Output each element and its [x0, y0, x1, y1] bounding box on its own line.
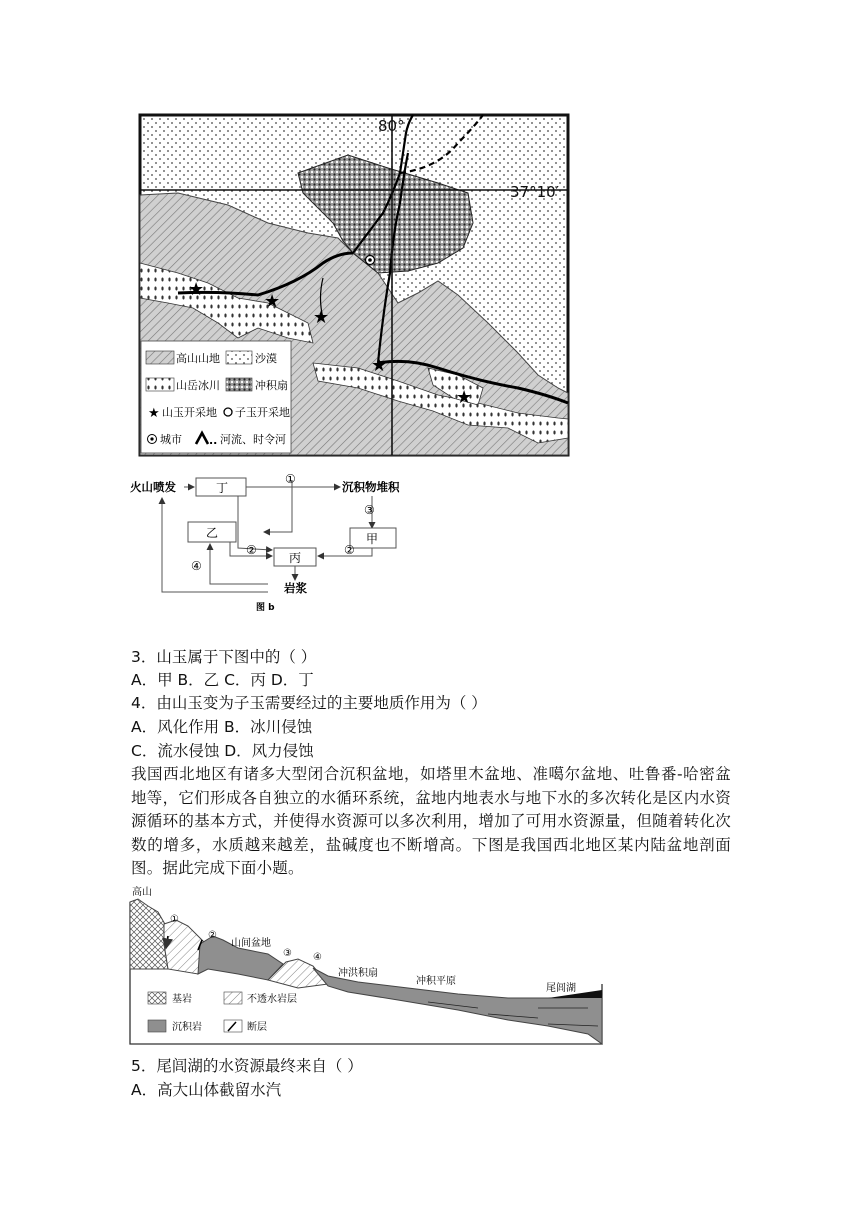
jade-map-figure — [138, 113, 570, 457]
question-4: 4．由山玉变为子玉需要经过的主要地质作用为（ ） — [131, 694, 487, 712]
legend-mountain-jade: 山玉开采地 — [162, 406, 217, 419]
cycle-n4: ④ — [191, 559, 202, 573]
profile-high-mountain: 高山 — [132, 887, 152, 898]
cycle-n3: ③ — [364, 503, 375, 517]
legend-glacier: 山岳冰川 — [176, 379, 220, 392]
legend-high-mountain: 高山山地 — [176, 352, 220, 365]
profile-legend-sedimentary: 沉积岩 — [172, 1022, 202, 1033]
cycle-n1: ① — [285, 472, 296, 486]
cycle-volcano: 火山喷发 — [130, 480, 176, 494]
svg-text:★: ★ — [456, 387, 473, 408]
svg-text:★: ★ — [188, 279, 205, 300]
cycle-ding: 丁 — [216, 481, 229, 495]
profile-alluvial-fan: 冲洪积扇 — [338, 968, 378, 979]
profile-n1: ① — [170, 914, 179, 925]
legend-city: 城市 — [160, 433, 182, 446]
legend-alluvial-fan: 冲积扇 — [255, 379, 288, 392]
map-lon-label: 80° — [378, 117, 405, 135]
svg-text:..: .. — [209, 434, 218, 447]
question-3-options: A．甲 B．乙 C．丙 D．丁 — [131, 671, 314, 689]
legend-river: 河流、时令河 — [220, 433, 286, 446]
legend-river-jade: 子玉开采地 — [235, 406, 290, 419]
question-5: 5．尾闾湖的水资源最终来自（ ） — [131, 1057, 363, 1075]
profile-terminal-lake: 尾闾湖 — [546, 983, 576, 994]
cycle-caption: 图 b — [256, 603, 275, 613]
map-lat-label: 37°10′ — [510, 183, 560, 201]
question-4-options-ab: A．风化作用 B．冰川侵蚀 — [131, 718, 313, 736]
profile-n2: ② — [208, 930, 217, 941]
profile-legend-impermeable: 不透水岩层 — [247, 994, 297, 1005]
profile-n4: ④ — [313, 952, 322, 963]
profile-n3: ③ — [283, 948, 292, 959]
svg-text:★: ★ — [264, 291, 281, 312]
cycle-n2b: ② — [344, 543, 355, 557]
legend-desert: 沙漠 — [255, 352, 277, 365]
ring-icon — [224, 408, 232, 416]
basin-profile-figure — [128, 884, 604, 1046]
cycle-magma: 岩浆 — [284, 581, 307, 595]
svg-text:★: ★ — [313, 307, 330, 328]
question-5-option-a: A．高大山体截留水汽 — [131, 1081, 282, 1099]
cycle-jia: 甲 — [366, 532, 379, 546]
profile-legend-bedrock: 基岩 — [172, 994, 192, 1005]
profile-alluvial-plain: 冲积平原 — [416, 976, 456, 987]
rock-cycle-figure — [128, 470, 428, 616]
question-3: 3．山玉属于下图中的（ ） — [131, 648, 317, 666]
svg-text:★: ★ — [371, 355, 388, 376]
profile-intermontane-basin: 山间盆地 — [231, 938, 271, 949]
cycle-yi: 乙 — [206, 526, 219, 540]
star-icon: ★ — [148, 406, 160, 421]
cycle-n2a: ② — [246, 543, 257, 557]
cycle-bing: 丙 — [289, 551, 302, 565]
question-4-options-cd: C．流水侵蚀 D．风力侵蚀 — [131, 742, 314, 760]
cycle-deposit: 沉积物堆积 — [342, 480, 400, 494]
passage-text: 我国西北地区有诸多大型闭合沉积盆地，如塔里木盆地、准噶尔盆地、吐鲁番-哈密盆地等，它们形成各自独立的水循环系统，盆地内地表水与地下水的多次转化是区内水资源循环的基本方式，并使得水资源可以多次利用，增加了可用水资源量，但随着转化次数的增多，水质越来越差，盐碱度也不断增高。下图是我国西北地区某内陆盆地剖面图。据此完成下面小题。 — [131, 765, 731, 877]
profile-legend-fault: 断层 — [247, 1022, 267, 1033]
